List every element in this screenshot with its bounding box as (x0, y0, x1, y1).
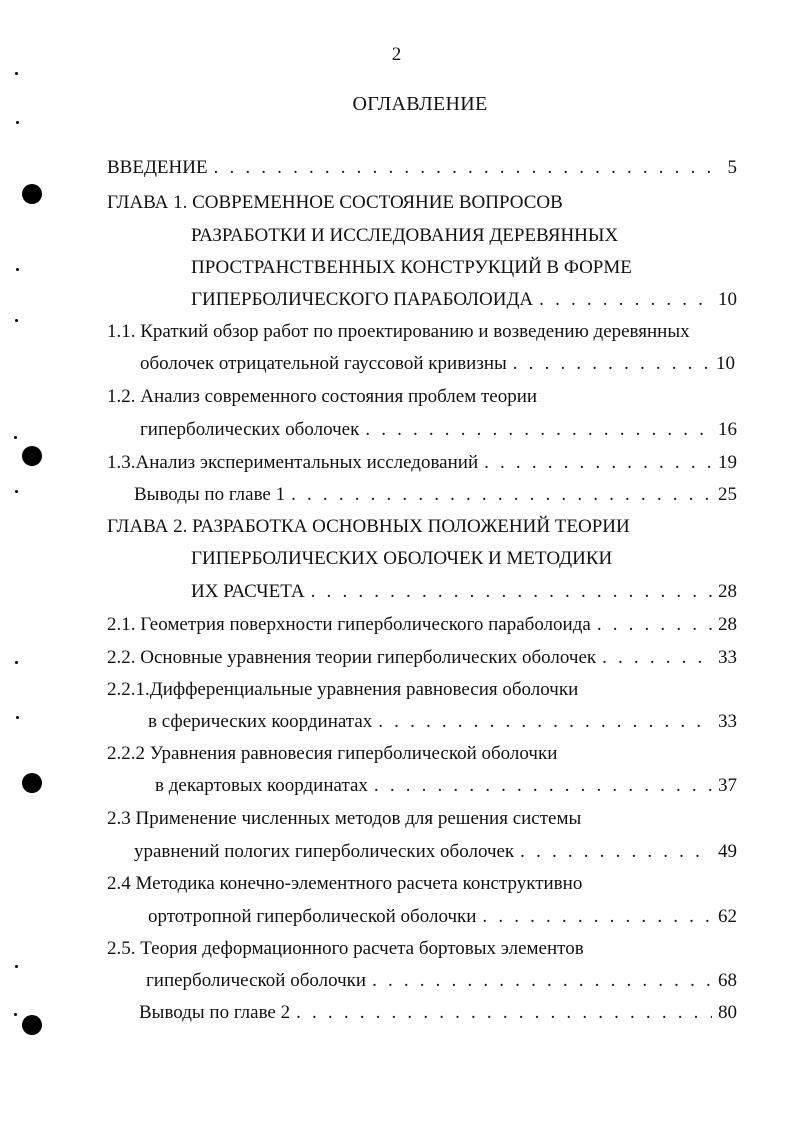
toc-entry (134, 840, 737, 864)
toc-page-number: 49 (718, 841, 737, 862)
dot-leader (374, 774, 712, 798)
toc-entry-title: 2.2.1.Дифференциальные уравнения равновесия оболочки (107, 679, 579, 700)
toc-entry-title: 1.1. Краткий обзор работ по проектированию и возведению деревянных (107, 321, 690, 342)
toc-entry-title: ортотропной гиперболической оболочки (148, 906, 477, 927)
toc-entry (107, 937, 584, 961)
toc-entry-title: Выводы по главе 2 (139, 1002, 291, 1023)
toc-entry (107, 191, 563, 215)
toc-entry (107, 156, 737, 180)
toc-page-number: 33 (718, 711, 737, 732)
punch-hole (22, 1015, 42, 1035)
toc-entry-title: ИХ РАСЧЕТА (191, 581, 305, 602)
toc-entry-title: ПРОСТРАНСТВЕННЫХ КОНСТРУКЦИЙ В ФОРМЕ (191, 257, 632, 278)
toc-entry (140, 418, 737, 442)
toc-entry (107, 742, 557, 766)
toc-entry-title: оболочек отрицательной гауссовой кривизны (140, 353, 507, 374)
toc-entry-title: уравнений пологих гиперболических оболочек (134, 841, 515, 862)
scan-speck (15, 490, 18, 493)
toc-entry (191, 224, 618, 248)
dot-leader (482, 905, 712, 929)
toc-page-number: 80 (718, 1002, 737, 1023)
toc-entry-title: Выводы по главе 1 (134, 484, 286, 505)
toc-entry (107, 320, 690, 344)
toc-entry-title: ВВЕДЕНИЕ (107, 157, 208, 178)
toc-entry (134, 483, 737, 507)
dot-leader (597, 613, 712, 637)
toc-page-number: 33 (718, 647, 737, 668)
toc-entry (140, 352, 735, 376)
dot-leader (484, 451, 712, 475)
toc-page-number: 16 (718, 419, 737, 440)
toc-entry-title: 2.4 Методика конечно-элементного расчета конструктивно (107, 873, 583, 894)
toc-entry (107, 451, 737, 475)
scan-speck (16, 121, 19, 124)
toc-entry-title: 2.3 Применение численных методов для решения системы (107, 808, 582, 829)
toc-entry-title: 2.1. Геометрия поверхности гиперболического параболоида (107, 614, 591, 635)
toc-entry-title: в декартовых координатах (155, 775, 368, 796)
dot-leader (214, 156, 722, 180)
toc-entry-title: в сферических координатах (148, 711, 373, 732)
toc-entry-title: ГЛАВА 1. СОВРЕМЕННОЕ СОСТОЯНИЕ ВОПРОСОВ (107, 192, 563, 213)
punch-hole (22, 184, 42, 204)
toc-entry-title: 2.2.2 Уравнения равновесия гиперболической оболочки (107, 743, 558, 764)
toc-entry (107, 646, 737, 670)
toc-entry-title: ГЛАВА 2. РАЗРАБОТКА ОСНОВНЫХ ПОЛОЖЕНИЙ ТЕОРИИ (107, 516, 630, 537)
toc-page-number: 10 (718, 289, 737, 310)
dot-leader (378, 710, 712, 734)
toc-page-number: 19 (718, 452, 737, 473)
toc-entry (107, 807, 581, 831)
punch-hole (22, 446, 42, 466)
toc-entry (107, 872, 582, 896)
toc-page-number: 5 (727, 157, 737, 178)
punch-hole (22, 773, 42, 793)
toc-entry-title: 1.2. Анализ современного состояния проблем теории (107, 386, 538, 407)
toc-entry-title: гиперболической оболочки (146, 970, 367, 991)
toc-page-number: 28 (718, 614, 737, 635)
scan-speck (14, 1013, 17, 1016)
toc-page-number: 62 (718, 906, 737, 927)
page-title: ОГЛАВЛЕНИЕ (352, 93, 488, 115)
toc-entry (191, 580, 737, 604)
toc-entry-title: РАЗРАБОТКИ И ИССЛЕДОВАНИЯ ДЕРЕВЯННЫХ (191, 225, 619, 246)
toc-entry (107, 385, 537, 409)
toc-entry-title: 2.2. Основные уравнения теории гиперболических оболочек (107, 647, 597, 668)
dot-leader (311, 580, 712, 604)
toc-page-number: 37 (718, 775, 737, 796)
toc-page-number: 28 (718, 581, 737, 602)
toc-entry-title: 2.5. Теория деформационного расчета бортовых элементов (107, 938, 584, 959)
toc-page-number: 68 (718, 970, 737, 991)
toc-entry (107, 678, 578, 702)
toc-entry (191, 256, 632, 280)
toc-entry (139, 1001, 737, 1025)
toc-entry-title: ГИПЕРБОЛИЧЕСКОГО ПАРАБОЛОИДА (191, 289, 534, 310)
dot-leader (602, 646, 712, 670)
scan-speck (15, 661, 18, 664)
dot-leader (291, 483, 712, 507)
toc-entry (148, 710, 737, 734)
toc-entry (191, 547, 612, 571)
scan-speck (15, 72, 18, 75)
scan-speck (16, 716, 19, 719)
toc-entry-title: 1.3.Анализ экспериментальных исследований (107, 452, 479, 473)
toc-page-number: 10 (716, 353, 735, 374)
toc-entry (146, 969, 737, 993)
dot-leader (372, 969, 712, 993)
dot-leader (520, 840, 712, 864)
dot-leader (539, 288, 712, 312)
page-number: 2 (391, 44, 402, 65)
toc-entry-title: ГИПЕРБОЛИЧЕСКИХ ОБОЛОЧЕК И МЕТОДИКИ (191, 548, 613, 569)
toc-entry-title: гиперболических оболочек (140, 419, 360, 440)
scan-speck (16, 268, 19, 271)
scan-speck (15, 965, 18, 968)
scan-speck (14, 436, 17, 439)
toc-entry (107, 613, 737, 637)
toc-entry (107, 515, 630, 539)
toc-entry (191, 288, 737, 312)
scan-speck (15, 319, 18, 322)
toc-page-number: 25 (718, 484, 737, 505)
dot-leader (365, 418, 712, 442)
toc-entry (155, 774, 737, 798)
dot-leader (296, 1001, 712, 1025)
dot-leader (513, 352, 710, 376)
toc-entry (148, 905, 737, 929)
